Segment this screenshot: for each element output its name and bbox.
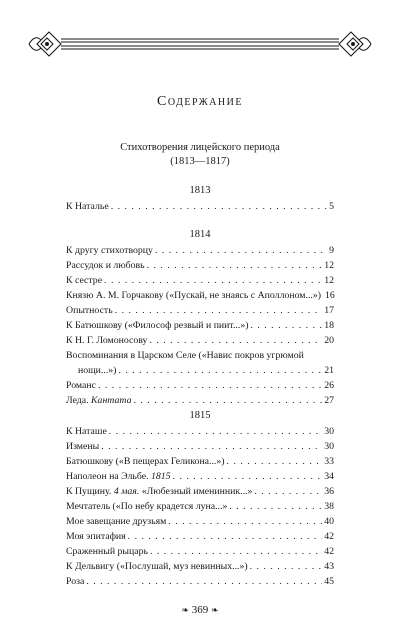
page-folio [0, 604, 400, 616]
leader-dots [173, 469, 323, 484]
toc-entry-title: Князю А. М. Горчакову («Пускай, не знаясь с Аполлоном...») [66, 290, 322, 301]
toc-entry[interactable] [66, 288, 334, 303]
toc-entry-title-italic: 4 мая. [113, 486, 140, 497]
toc-entry-page: 5 [329, 201, 334, 212]
page-number: 369 [191, 604, 209, 616]
toc-entry-title: Мое завещание друзьям [66, 516, 167, 527]
toc-entry-page: 27 [324, 395, 334, 406]
toc-entry-page: 9 [329, 245, 334, 256]
ornament-frame-icon [27, 22, 373, 66]
toc-entry-page: 12 [324, 275, 334, 286]
toc-entry[interactable] [66, 529, 334, 544]
leader-dots [254, 484, 322, 499]
leader-dots [109, 424, 322, 439]
toc-entry[interactable] [66, 574, 334, 589]
toc-entry-title: Роза [66, 576, 85, 587]
leader-dots [118, 363, 322, 378]
leader-dots [98, 378, 322, 393]
toc-entry-page: 42 [324, 531, 334, 542]
leader-dots [150, 544, 322, 559]
toc-entry-page: 30 [324, 441, 334, 452]
leader-dots [227, 454, 323, 469]
leader-dots [155, 243, 327, 258]
toc-entry-title: Мечтатель («По небу крадется луна...» [66, 501, 228, 512]
toc-entry-title: Сраженный рыцарь [66, 546, 148, 557]
toc-group-1815 [66, 424, 334, 589]
toc-entry[interactable] [66, 258, 334, 273]
leader-dots [149, 333, 322, 348]
leader-dots [111, 199, 327, 214]
toc-entry[interactable] [66, 469, 334, 484]
section-title-line1: Стихотворения лицейского периода [120, 142, 280, 153]
toc-entry[interactable] [66, 243, 334, 258]
toc-entry-title: Опытность [66, 305, 113, 316]
toc-entry[interactable] [66, 514, 334, 529]
toc-entry[interactable] [66, 439, 334, 454]
leader-dots [147, 258, 323, 273]
toc-entry-page: 36 [324, 486, 334, 497]
toc-entry-page: 34 [324, 471, 334, 482]
leader-dots [104, 273, 322, 288]
toc-entry-title: Романс [66, 380, 96, 391]
leader-dots [250, 559, 323, 574]
toc-entry[interactable] [66, 273, 334, 288]
leader-dots [250, 318, 322, 333]
toc-entry-title: Моя эпитафия [66, 531, 126, 542]
year-heading-1813: 1813 [189, 185, 211, 196]
toc-entry-page: 18 [324, 320, 334, 331]
toc-entry-page: 42 [324, 546, 334, 557]
fleuron-right-icon: ❧ [211, 605, 219, 615]
toc-entry-title: К другу стихотворцу [66, 245, 153, 256]
toc-entry-title-italic: 1815 [150, 471, 171, 482]
leader-dots [128, 529, 323, 544]
toc-entry[interactable] [66, 454, 334, 469]
toc-entry[interactable] [66, 559, 334, 574]
toc-entry-title: К Дельвигу («Послушай, муз невинных...») [66, 561, 248, 572]
toc-entry-title: Рассудок и любовь [66, 260, 145, 271]
toc-entry[interactable] [66, 363, 334, 378]
toc-group-1814 [66, 243, 334, 408]
toc-entry-title: К Батюшкову («Философ резвый и пиит...») [66, 320, 249, 331]
toc-entry-title: Батюшкову («В пещерах Геликона...») [66, 456, 225, 467]
year-heading-1814: 1814 [189, 229, 211, 240]
toc-group-1813 [66, 199, 334, 214]
decorative-header-ornament [27, 22, 373, 66]
toc-entry[interactable] [66, 424, 334, 439]
toc-entry-title: К Наталье [66, 201, 109, 212]
toc-entry-page: 21 [324, 365, 334, 376]
toc-entry-title-line1[interactable]: Воспоминания в Царском Селе («Навис покров угрюмой [66, 350, 304, 361]
toc-entry[interactable] [66, 499, 334, 514]
toc-entry-page: 30 [324, 426, 334, 437]
toc-entry-title-main: Леда. [66, 395, 89, 406]
toc-entry-page: 26 [324, 380, 334, 391]
toc-entry-page: 12 [324, 260, 334, 271]
toc-entry-page: 33 [324, 456, 334, 467]
leader-dots [101, 439, 322, 454]
toc-entry[interactable] [66, 393, 334, 408]
toc-entry-title: нощи...») [78, 365, 117, 376]
leader-dots [168, 514, 322, 529]
toc-entry[interactable] [66, 199, 334, 214]
leader-dots [229, 499, 322, 514]
toc-entry-page: 45 [324, 576, 334, 587]
toc-entry-title: К Н. Г. Ломоносову [66, 335, 148, 346]
section-title [0, 141, 400, 169]
toc-entry-title: К Наташе [66, 426, 107, 437]
toc-entry-title-main: Наполеон на Эльбе. [66, 471, 149, 482]
toc-entry-title [66, 469, 171, 484]
leader-dots [115, 303, 323, 318]
toc-entry[interactable] [66, 544, 334, 559]
toc-entry[interactable] [66, 318, 334, 333]
toc-entry-page: 17 [324, 305, 334, 316]
fleuron-left-icon: ❧ [181, 605, 189, 615]
chapter-title: Содержание [157, 94, 243, 109]
section-title-dates: (1813—1817) [170, 156, 230, 167]
toc-entry-page: 43 [324, 561, 334, 572]
year-heading-1815: 1815 [189, 410, 211, 421]
leader-dots [134, 393, 323, 408]
toc-entry[interactable] [66, 303, 334, 318]
toc-entry-title [66, 393, 132, 408]
toc-entry-title-main: К Пущину. [66, 486, 112, 497]
toc-entry-title: К сестре [66, 275, 103, 286]
toc-entry[interactable] [66, 484, 334, 499]
toc-entry[interactable] [66, 333, 334, 348]
toc-entry-title: Измены [66, 441, 100, 452]
toc-entry-page: 38 [324, 501, 334, 512]
toc-entry-page: 16 [325, 290, 335, 301]
toc-entry-title-rest: «Любезный именинник...» [141, 486, 253, 497]
toc-entry-title-italic: Кантата [91, 395, 132, 406]
leader-dots [86, 574, 322, 589]
toc-entry[interactable] [66, 378, 334, 393]
toc-entry-page: 40 [324, 516, 334, 527]
toc-entry-title [66, 484, 252, 499]
toc-entry-page: 20 [324, 335, 334, 346]
